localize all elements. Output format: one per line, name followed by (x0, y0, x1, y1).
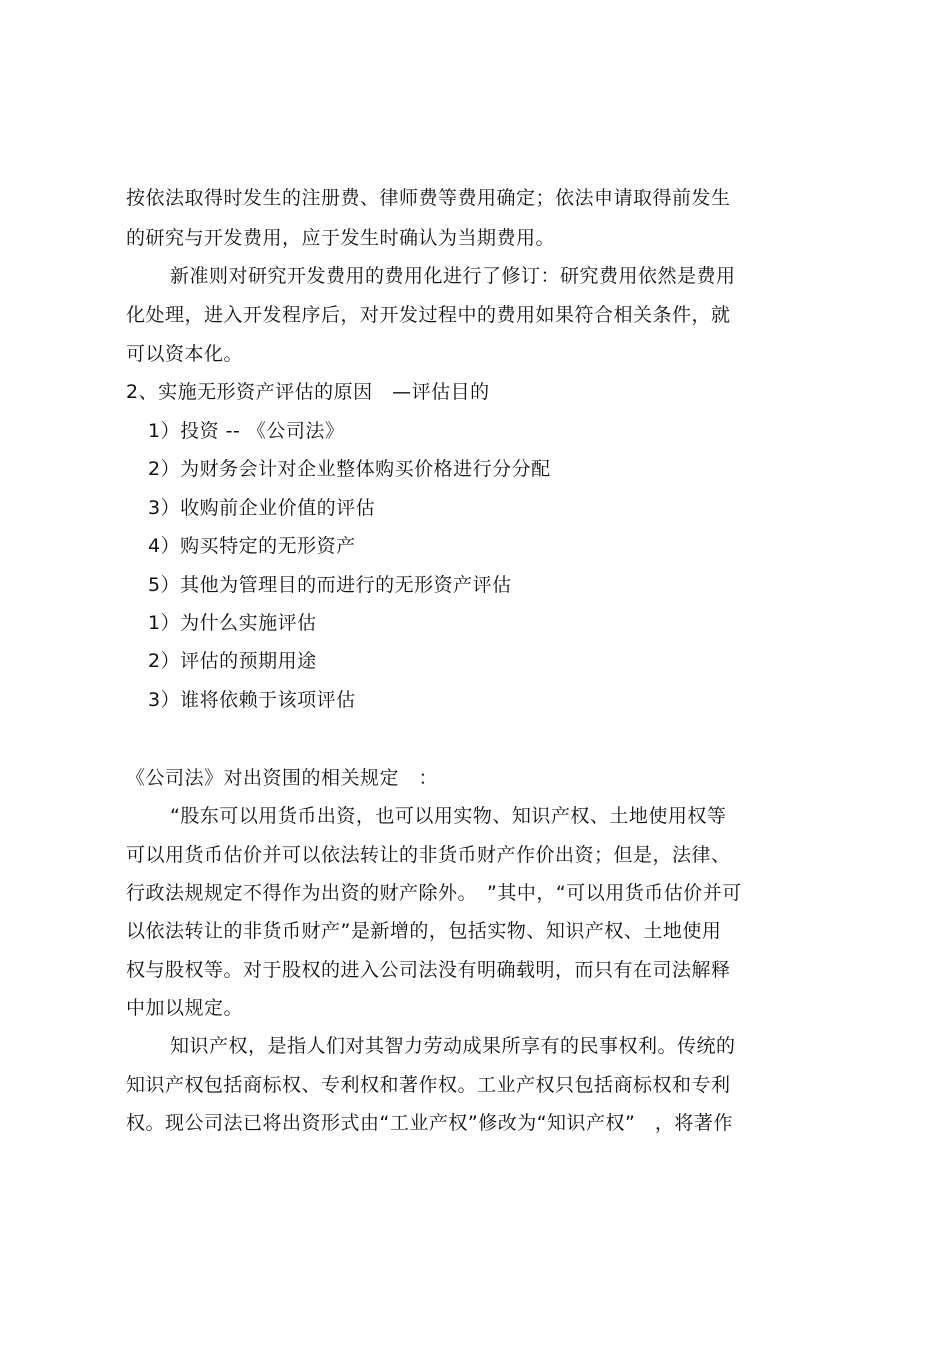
list-item: 3）谁将依赖于该项评估 (148, 689, 356, 711)
paragraph-line: 权。现公司法已将出资形式由“工业产权”修改为“知识产权” ，将著作 (126, 1112, 733, 1134)
list-item: 2）为财务会计对企业整体购买价格进行分分配 (148, 458, 551, 480)
paragraph-line: 中加以规定。 (126, 997, 244, 1019)
list-item: 1）为什么实施评估 (148, 612, 317, 634)
paragraph-line: 知识产权，是指人们对其智力劳动成果所享有的民事权利。传统的 (170, 1035, 736, 1057)
paragraph-line: 可以资本化。 (126, 343, 244, 365)
paragraph-line: 权与股权等。对于股权的进入公司法没有明确载明，而只有在司法解释 (126, 959, 731, 981)
paragraph-line: 新准则对研究开发费用的费用化进行了修订：研究费用依然是费用 (170, 265, 736, 287)
paragraph-line: 化处理，进入开发程序后，对开发过程中的费用如果符合相关条件，就 (126, 304, 731, 326)
list-item: 4）购买特定的无形资产 (148, 535, 356, 557)
section-heading: 2、实施无形资产评估的原因 —评估目的 (126, 381, 490, 403)
list-item: 3）收购前企业价值的评估 (148, 497, 376, 519)
paragraph-line: 以依法转让的非货币财产”是新增的，包括实物、知识产权、土地使用 (126, 920, 722, 942)
section-heading: 《公司法》对出资围的相关规定 ： (126, 767, 439, 789)
list-item: 1）投资 -- 《公司法》 (148, 420, 345, 442)
list-item: 5）其他为管理目的而进行的无形资产评估 (148, 574, 512, 596)
paragraph-line: 知识产权包括商标权、专利权和著作权。工业产权只包括商标权和专利 (126, 1074, 731, 1096)
paragraph-line: 可以用货币估价并可以依法转让的非货币财产作价出资；但是，法律、 (126, 844, 731, 866)
paragraph-line: 的研究与开发费用，应于发生时确认为当期费用。 (126, 227, 556, 249)
list-item: 2）评估的预期用途 (148, 650, 317, 672)
paragraph-line: 按依法取得时发生的注册费、律师费等费用确定；依法申请取得前发生 (126, 187, 731, 209)
paragraph-line: 行政法规规定不得作为出资的财产除外。 ”其中，“可以用货币估价并可 (126, 882, 742, 904)
paragraph-line: “股东可以用货币出资，也可以用实物、知识产权、土地使用权等 (170, 805, 727, 827)
